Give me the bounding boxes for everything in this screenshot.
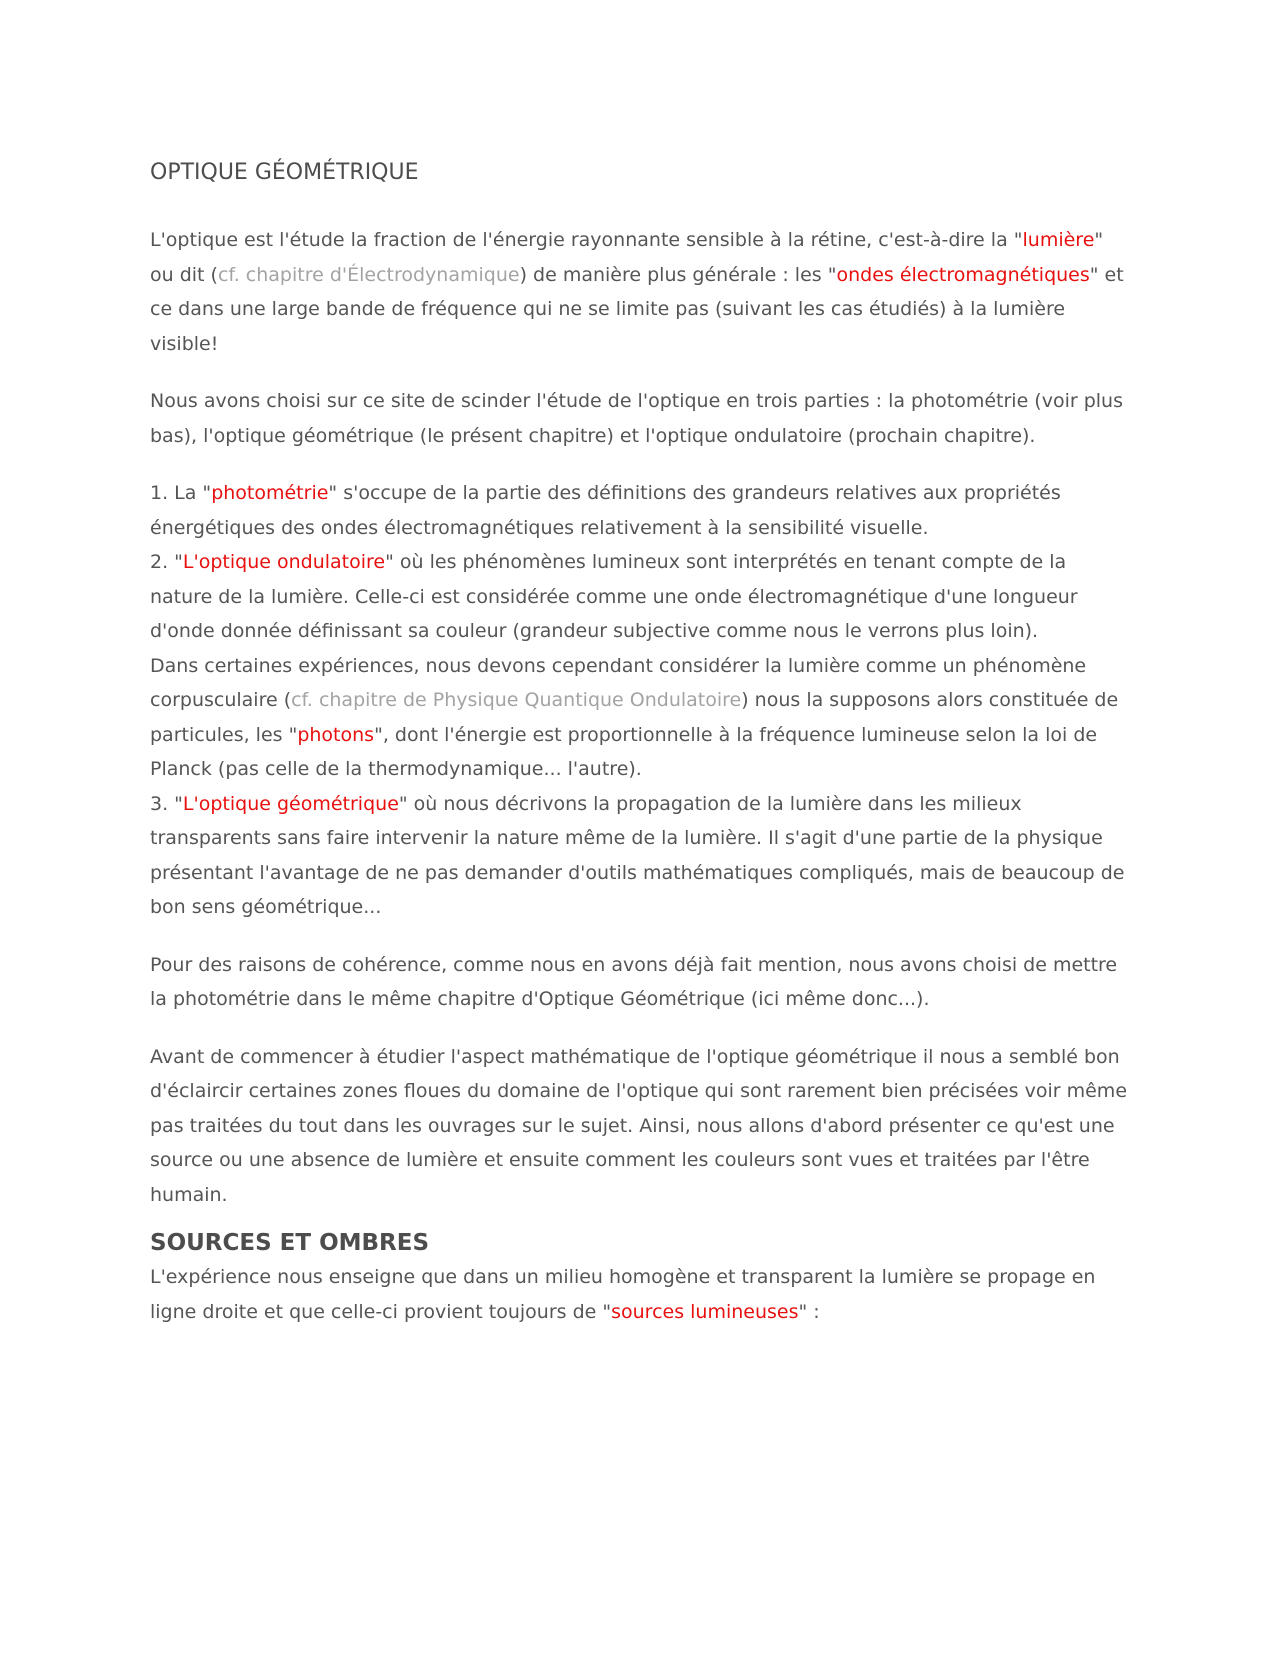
text-span: " s'occupe de la partie des définitions des grandeurs relatives aux propriétés énergétiques des ondes électromagnétiques relativement à la sensibilité visuelle. [150, 482, 1061, 539]
keyword-ondes-electromagnetiques: ondes électromagnétiques [836, 263, 1090, 286]
document-page [150, 155, 1130, 1329]
section-title-sources-et-ombres: SOURCES ET OMBRES [150, 1230, 430, 1256]
keyword-lumiere: lumière [1022, 229, 1095, 251]
list-item-3 [150, 793, 1124, 919]
reference-link-electrodynamique[interactable]: cf. chapitre d'Électrodynamique [217, 263, 520, 286]
text-span: " et ce dans une large bande de fréquence qui ne se limite pas (suivant les cas étudiés) à la lumière visible! [150, 263, 1124, 355]
text-span: " où nous décrivons la propagation de la lumière dans les milieux transparents sans faire intervenir la nature même de la lumière. Il s'agit d'une partie de la physique présentant l'avantage de ne pas demander d'outils mathématiques compliqués, mais de beaucoup de bon sens géométrique... [150, 792, 1125, 918]
intro-paragraph [150, 223, 1130, 361]
introduction-paragraph: Avant de commencer à étudier l'aspect mathématique de l'optique géométrique il nous a semblé bon d'éclaircir certaines zones floues du domaine de l'optique qui sont rarement bien précisées voir même pas traitées du tout dans les ouvrages sur le sujet. Ainsi, nous allons d'abord présenter ce qu'est une source ou une absence de lumière et ensuite comment les couleurs sont vues et traitées par l'être humain. [150, 1045, 1128, 1206]
text-span: ) de manière plus générale : les " [519, 263, 837, 286]
text-span: ", dont l'énergie est proportionnelle à la fréquence lumineuse selon la loi de Planck (pas celle de la thermodynamique... l'autre). [150, 723, 1098, 780]
keyword-optique-geometrique: L'optique géométrique [182, 792, 399, 815]
keyword-photometrie: photométrie [211, 482, 329, 504]
text-span: L'optique est l'étude la fraction de l'énergie rayonnante sensible à la rétine, c'est-à-dire la " [150, 229, 1023, 251]
list-item-2 [150, 551, 1118, 780]
parts-list [150, 476, 1130, 925]
text-span: L'expérience nous enseigne que dans un milieu homogène et transparent la lumière se propage en ligne droite et que celle-ci provient toujours de " [150, 1266, 1096, 1323]
page-title: OPTIQUE GÉOMÉTRIQUE [150, 160, 419, 185]
keyword-photons: photons [297, 723, 375, 746]
text-span: " : [798, 1300, 820, 1323]
text-span: " ou dit ( [150, 229, 1104, 286]
text-span: 2. " [150, 551, 183, 573]
text-span: 1. La " [150, 482, 212, 504]
keyword-optique-ondulatoire: L'optique ondulatoire [182, 551, 386, 573]
list-item-1 [150, 482, 1061, 539]
keyword-sources-lumineuses: sources lumineuses [611, 1300, 799, 1323]
text-span: " où les phénomènes lumineux sont interprétés en tenant compte de la nature de la lumière. Celle-ci est considérée comme une onde électromagnétique d'une longueur d'onde donnée définissant sa couleur (grandeur subjective comme nous le verrons plus loin). [150, 551, 1078, 642]
parts-paragraph: Nous avons choisi sur ce site de scinder l'étude de l'optique en trois parties : la photométrie (voir plus bas), l'optique géométrique (le présent chapitre) et l'optique ondulatoire (prochain chapitre). [150, 390, 1123, 447]
coherence-paragraph: Pour des raisons de cohérence, comme nous en avons déjà fait mention, nous avons choisi de mettre la photométrie dans le même chapitre d'Optique Géométrique (ici même donc...). [150, 953, 1118, 1010]
text-span: 3. " [150, 792, 183, 815]
reference-link-physique-quantique[interactable]: cf. chapitre de Physique Quantique Ondulatoire [291, 689, 742, 711]
text-span: Dans certaines expériences, nous devons cependant considérer la lumière comme un phénomène corpusculaire ( [150, 654, 1087, 711]
text-span: ) nous la supposons alors constituée de particules, les " [150, 689, 1119, 746]
sources-paragraph [150, 1260, 1130, 1329]
